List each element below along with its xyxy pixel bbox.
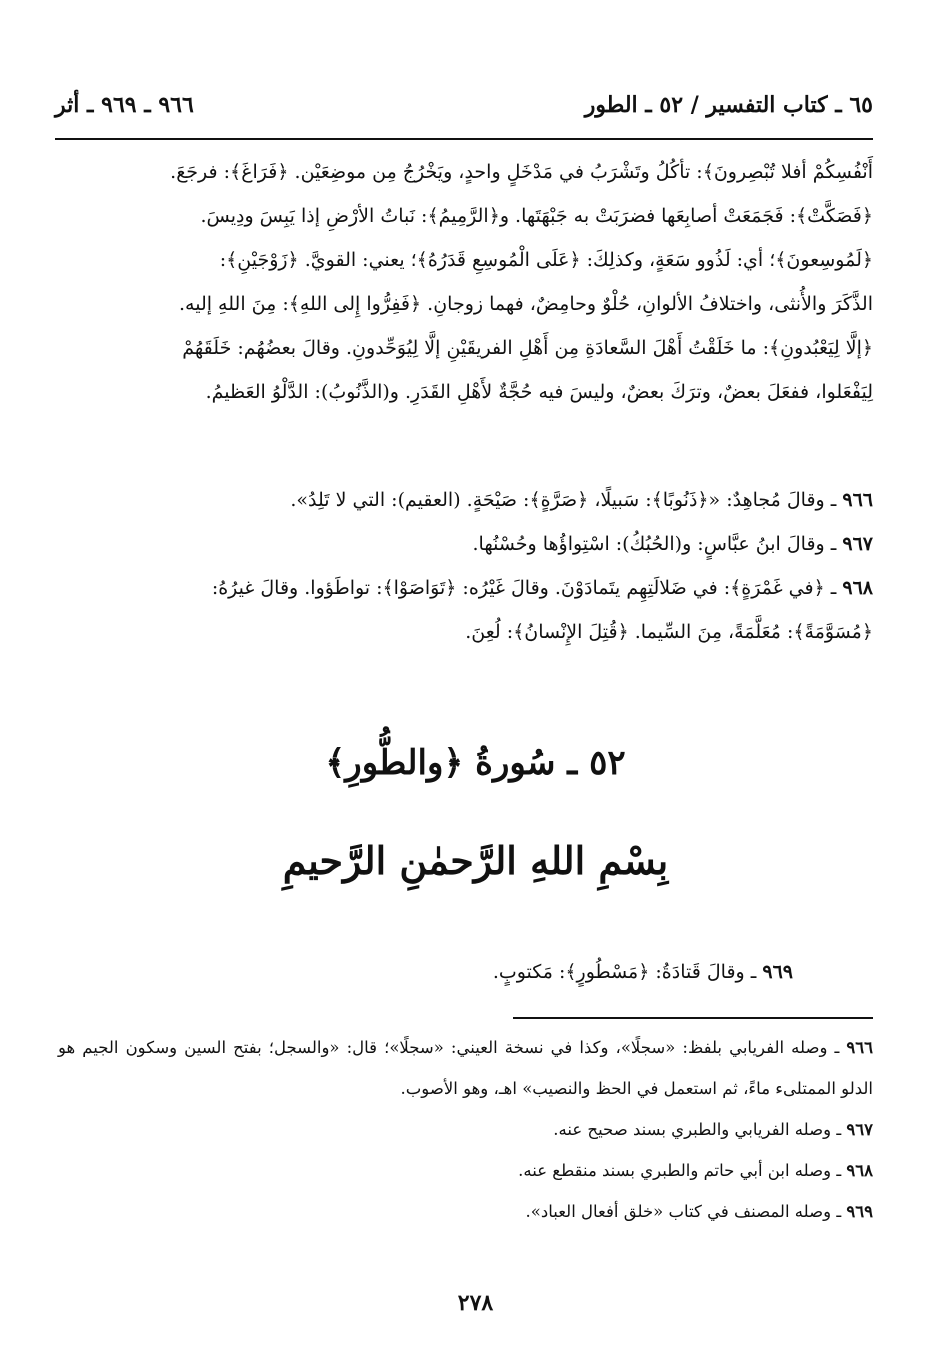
athar-number: ٩٦٧ xyxy=(842,533,873,555)
athar-number: ٩٦٦ xyxy=(842,489,873,511)
footnote-item xyxy=(58,1191,873,1232)
header-chapter-title: ٦٥ ـ كتاب التفسير / ٥٢ ـ الطور xyxy=(584,92,873,118)
text-line: الذَّكَرَ والأُنثى، واختلافُ الألوانِ، حُلْوٌ وحامِضٌ، فهما زوجانِ. ﴿فَفِرُّوا إِلى اللهِ﴾: مِنَ اللهِ إليه. xyxy=(178,293,873,315)
athar-list xyxy=(58,478,873,654)
footnote-item xyxy=(58,1027,873,1109)
footnotes xyxy=(58,1027,873,1232)
text-line: ﴿فَصَكَّتْ﴾: فَجَمَعَتْ أصابِعَها فضرَبَتْ به جَبْهَتَها. و﴿الرَّمِيمُ﴾: نَباتُ الأرْضِ إذا يَبِسَ ودِيسَ. xyxy=(200,205,873,227)
page-header xyxy=(55,92,873,132)
athar-item xyxy=(58,950,793,994)
athar-number: ٩٦٩ xyxy=(762,961,793,983)
athar-text: ـ ﴿في غَمْرَةٍ﴾: في ضَلالَتِهِم يتَمادَوْنَ. وقالَ غَيْرُه: ﴿تَوَاصَوْا﴾: تواطَؤوا. وقالَ غيرُهُ: xyxy=(211,577,837,599)
footnote-item xyxy=(58,1150,873,1191)
athar-text: ـ وقالَ قَتادَةُ: ﴿مَسْطُورٍ﴾: مَكتوبٍ. xyxy=(492,961,757,983)
athar-number: ٩٦٨ xyxy=(842,577,873,599)
text-line: ﴿إلَّا لِيَعْبُدونِ﴾: ما خَلَقْتُ أَهْلَ السَّعادَةِ مِن أَهْلِ الفريقَيْنِ إلَّا لِيُوَحِّدونِ. وقالَ بعضُهُم: خَلَقَهُمْ xyxy=(182,337,873,359)
athar-item xyxy=(58,522,873,566)
header-divider xyxy=(55,138,873,140)
footnote-text: ـ وصله ابن أبي حاتم والطبري بسند منقطع عنه. xyxy=(518,1161,842,1180)
page-number: ٢٧٨ xyxy=(457,1290,494,1316)
text-line: أَنْفُسِكُمْ أفلا تُبْصِرونَ﴾: تأكُلُ وتَشْرَبُ في مَدْخَلٍ واحدٍ، ويَخْرُجُ مِن موضِعَيْن. ﴿فَرَاغَ﴾: فرجَعَ. xyxy=(170,161,873,183)
footnote-number: ٩٦٨ xyxy=(846,1161,873,1180)
athar-item xyxy=(58,478,873,522)
text-line: لِيَفْعَلوا، ففعَلَ بعضٌ، وترَكَ بعضٌ، وليسَ فيه حُجَّةٌ لأَهْلِ القَدَرِ. و(الذَّنُوبُ): الدَّلْوُ العَظيمُ. xyxy=(205,381,873,403)
footnote-number: ٩٦٦ xyxy=(846,1038,873,1057)
main-text xyxy=(58,150,873,414)
athar-text: ـ وقالَ مُجاهِدٌ: «﴿ذَنُوبًا﴾: سَبيلًا، ﴿صَرَّةٍ﴾: صَيْحَةٍ. (العقيم): التي لا تَلِدُ». xyxy=(290,489,837,511)
athar-item xyxy=(58,566,873,610)
footnote-number: ٩٦٧ xyxy=(846,1120,873,1139)
footnote-text: ـ وصله الفريابي بلفظ: «سجلًا»، وكذا في نسخة العيني: «سجلًا»؛ قال: «والسجل؛ بفتح السين وسكون الجيم هو الدلو الممتلىء ماءً، ثم استعمل في الحظ والنصيب» اهـ، وهو الأصوب. xyxy=(58,1038,873,1098)
basmala: بِسْمِ اللهِ الرَّحمٰنِ الرَّحيمِ xyxy=(282,838,669,883)
footnote-item xyxy=(58,1109,873,1150)
athar-text: ـ وقالَ ابنُ عبَّاسٍ: و(الحُبُكُ): اسْتِواؤُها وحُسْنُها. xyxy=(472,533,837,555)
athar-item xyxy=(58,610,873,654)
footnote-number: ٩٦٩ xyxy=(846,1202,873,1221)
surah-title: ٥٢ ـ سُورةُ ﴿والطُّورِ﴾ xyxy=(325,743,626,783)
footnote-text: ـ وصله الفريابي والطبري بسند صحيح عنه. xyxy=(553,1120,842,1139)
text-line: ﴿لَمُوسِعونَ﴾؛ أي: لَذُوو سَعَةٍ، وكذلِكَ: ﴿عَلَى الْمُوسِعِ قَدَرُهُ﴾؛ يعني: القويَّ. ﴿زَوْجَيْنِ﴾: xyxy=(219,249,873,271)
athar-text: ﴿مُسَوَّمَةً﴾: مُعَلَّمَةً، مِنَ السِّيما. ﴿قُتِلَ الإِنْسانُ﴾: لُعِنَ. xyxy=(465,621,873,643)
footnote-text: ـ وصله المصنف في كتاب «خلق أفعال العباد». xyxy=(525,1202,842,1221)
footnote-divider xyxy=(513,1017,873,1019)
header-athar-range: ٩٦٦ ـ ٩٦٩ ـ أثر xyxy=(55,92,194,118)
